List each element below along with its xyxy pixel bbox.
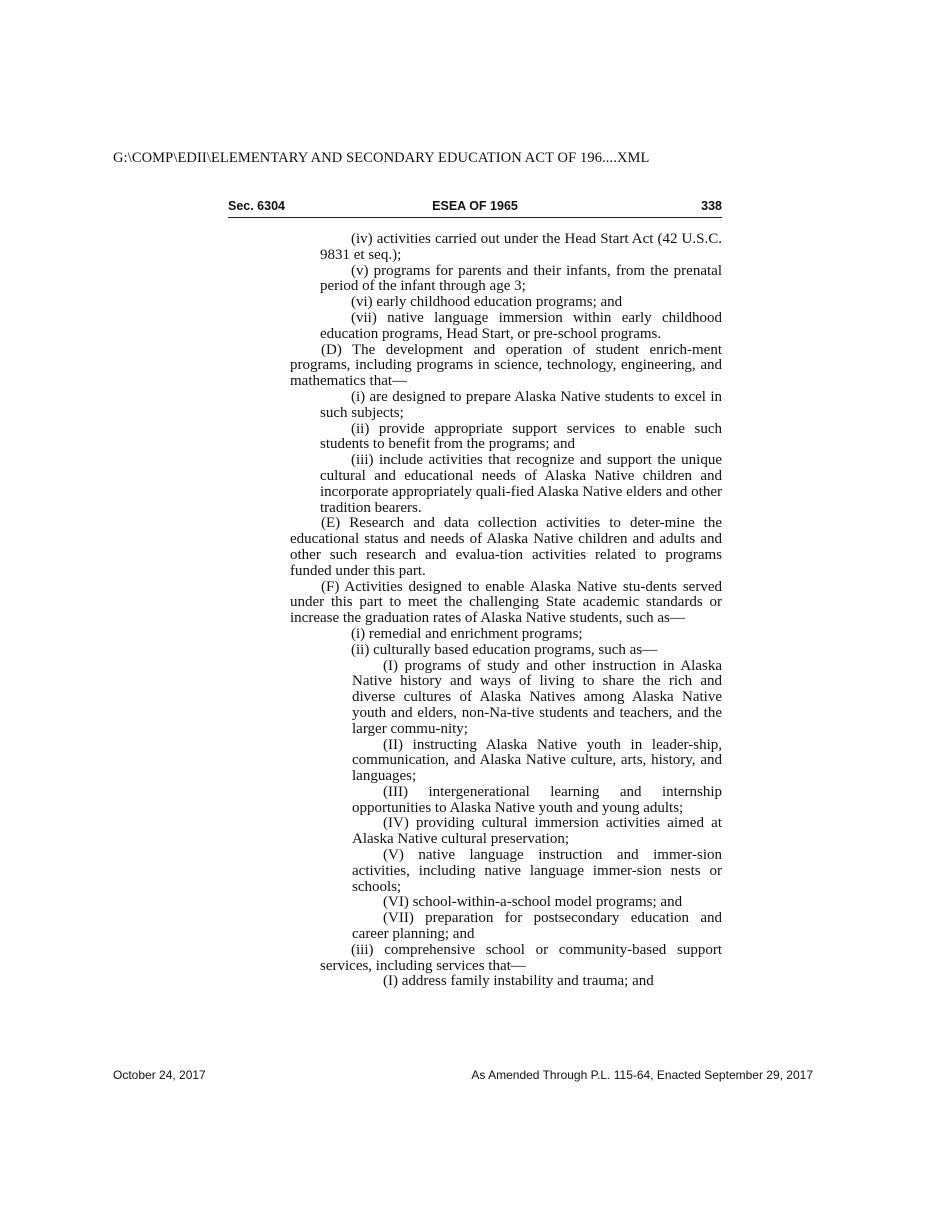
section-number: Sec. 6304 — [228, 199, 285, 213]
act-title: ESEA OF 1965 — [432, 199, 518, 213]
paragraph: (I) address family instability and trauma; and — [383, 973, 654, 990]
paragraph: (i) remedial and enrichment programs; — [351, 625, 583, 642]
paragraph: (v) programs for parents and their infants, from the prenatal period of the infant through age 3; — [320, 262, 722, 295]
paragraph: (vi) early childhood education programs; and — [351, 294, 623, 311]
statute-text — [290, 232, 722, 990]
footer-amendment-note: As Amended Through P.L. 115-64, Enacted September 29, 2017 — [471, 1068, 813, 1082]
paragraph: (E) Research and data collection activities to deter-mine the educational status and needs of Alaska Native children and adults and other such research and evalua-tion activities related to programs funded under this part. — [290, 515, 722, 579]
paragraph: (ii) culturally based education programs, such as— — [351, 641, 658, 658]
paragraph: (VI) school-within-a-school model programs; and — [383, 894, 683, 911]
paragraph: (IV) providing cultural immersion activities aimed at Alaska Native cultural preservation; — [352, 815, 722, 848]
paragraph: (VII) preparation for postsecondary education and career planning; and — [352, 910, 722, 943]
paragraph: (iv) activities carried out under the Head Start Act (42 U.S.C. 9831 et seq.); — [320, 231, 722, 263]
paragraph: (III) intergenerational learning and internship opportunities to Alaska Native youth and young adults; — [352, 783, 722, 816]
paragraph: (iii) comprehensive school or community-based support services, including services that— — [320, 941, 722, 974]
paragraph: (i) are designed to prepare Alaska Native students to excel in such subjects; — [320, 388, 722, 421]
running-head — [228, 198, 722, 218]
page-number: 338 — [701, 199, 722, 213]
paragraph: (ii) provide appropriate support services to enable such students to benefit from the programs; and — [320, 420, 722, 453]
paragraph: (F) Activities designed to enable Alaska Native stu-dents served under this part to meet the challenging State academic standards or increase the graduation rates of Alaska Native students, such as— — [290, 578, 722, 627]
paragraph: (iii) include activities that recognize and support the unique cultural and educational needs of Alaska Native children and incorporate appropriately quali-fied Alaska Native elders and other tradition bearers. — [320, 452, 722, 516]
footer-date: October 24, 2017 — [113, 1068, 206, 1082]
file-path: G:\COMP\EDII\ELEMENTARY AND SECONDARY EDUCATION ACT OF 196....XML — [113, 150, 650, 166]
paragraph: (vii) native language immersion within early childhood education programs, Head Start, or pre-school programs. — [320, 309, 722, 342]
paragraph: (V) native language instruction and immer-sion activities, including native language immer-sion nests or schools; — [352, 847, 722, 895]
paragraph: (D) The development and operation of student enrich-ment programs, including programs in science, technology, engineering, and mathematics that— — [290, 341, 722, 390]
paragraph: (I) programs of study and other instruction in Alaska Native history and ways of living to share the rich and diverse cultures of Alaska Natives among Alaska Native youth and elders, non-Na-tive students and teachers, and the larger commu-nity; — [352, 657, 722, 737]
paragraph: (II) instructing Alaska Native youth in leader-ship, communication, and Alaska Native culture, arts, history, and languages; — [352, 736, 722, 785]
